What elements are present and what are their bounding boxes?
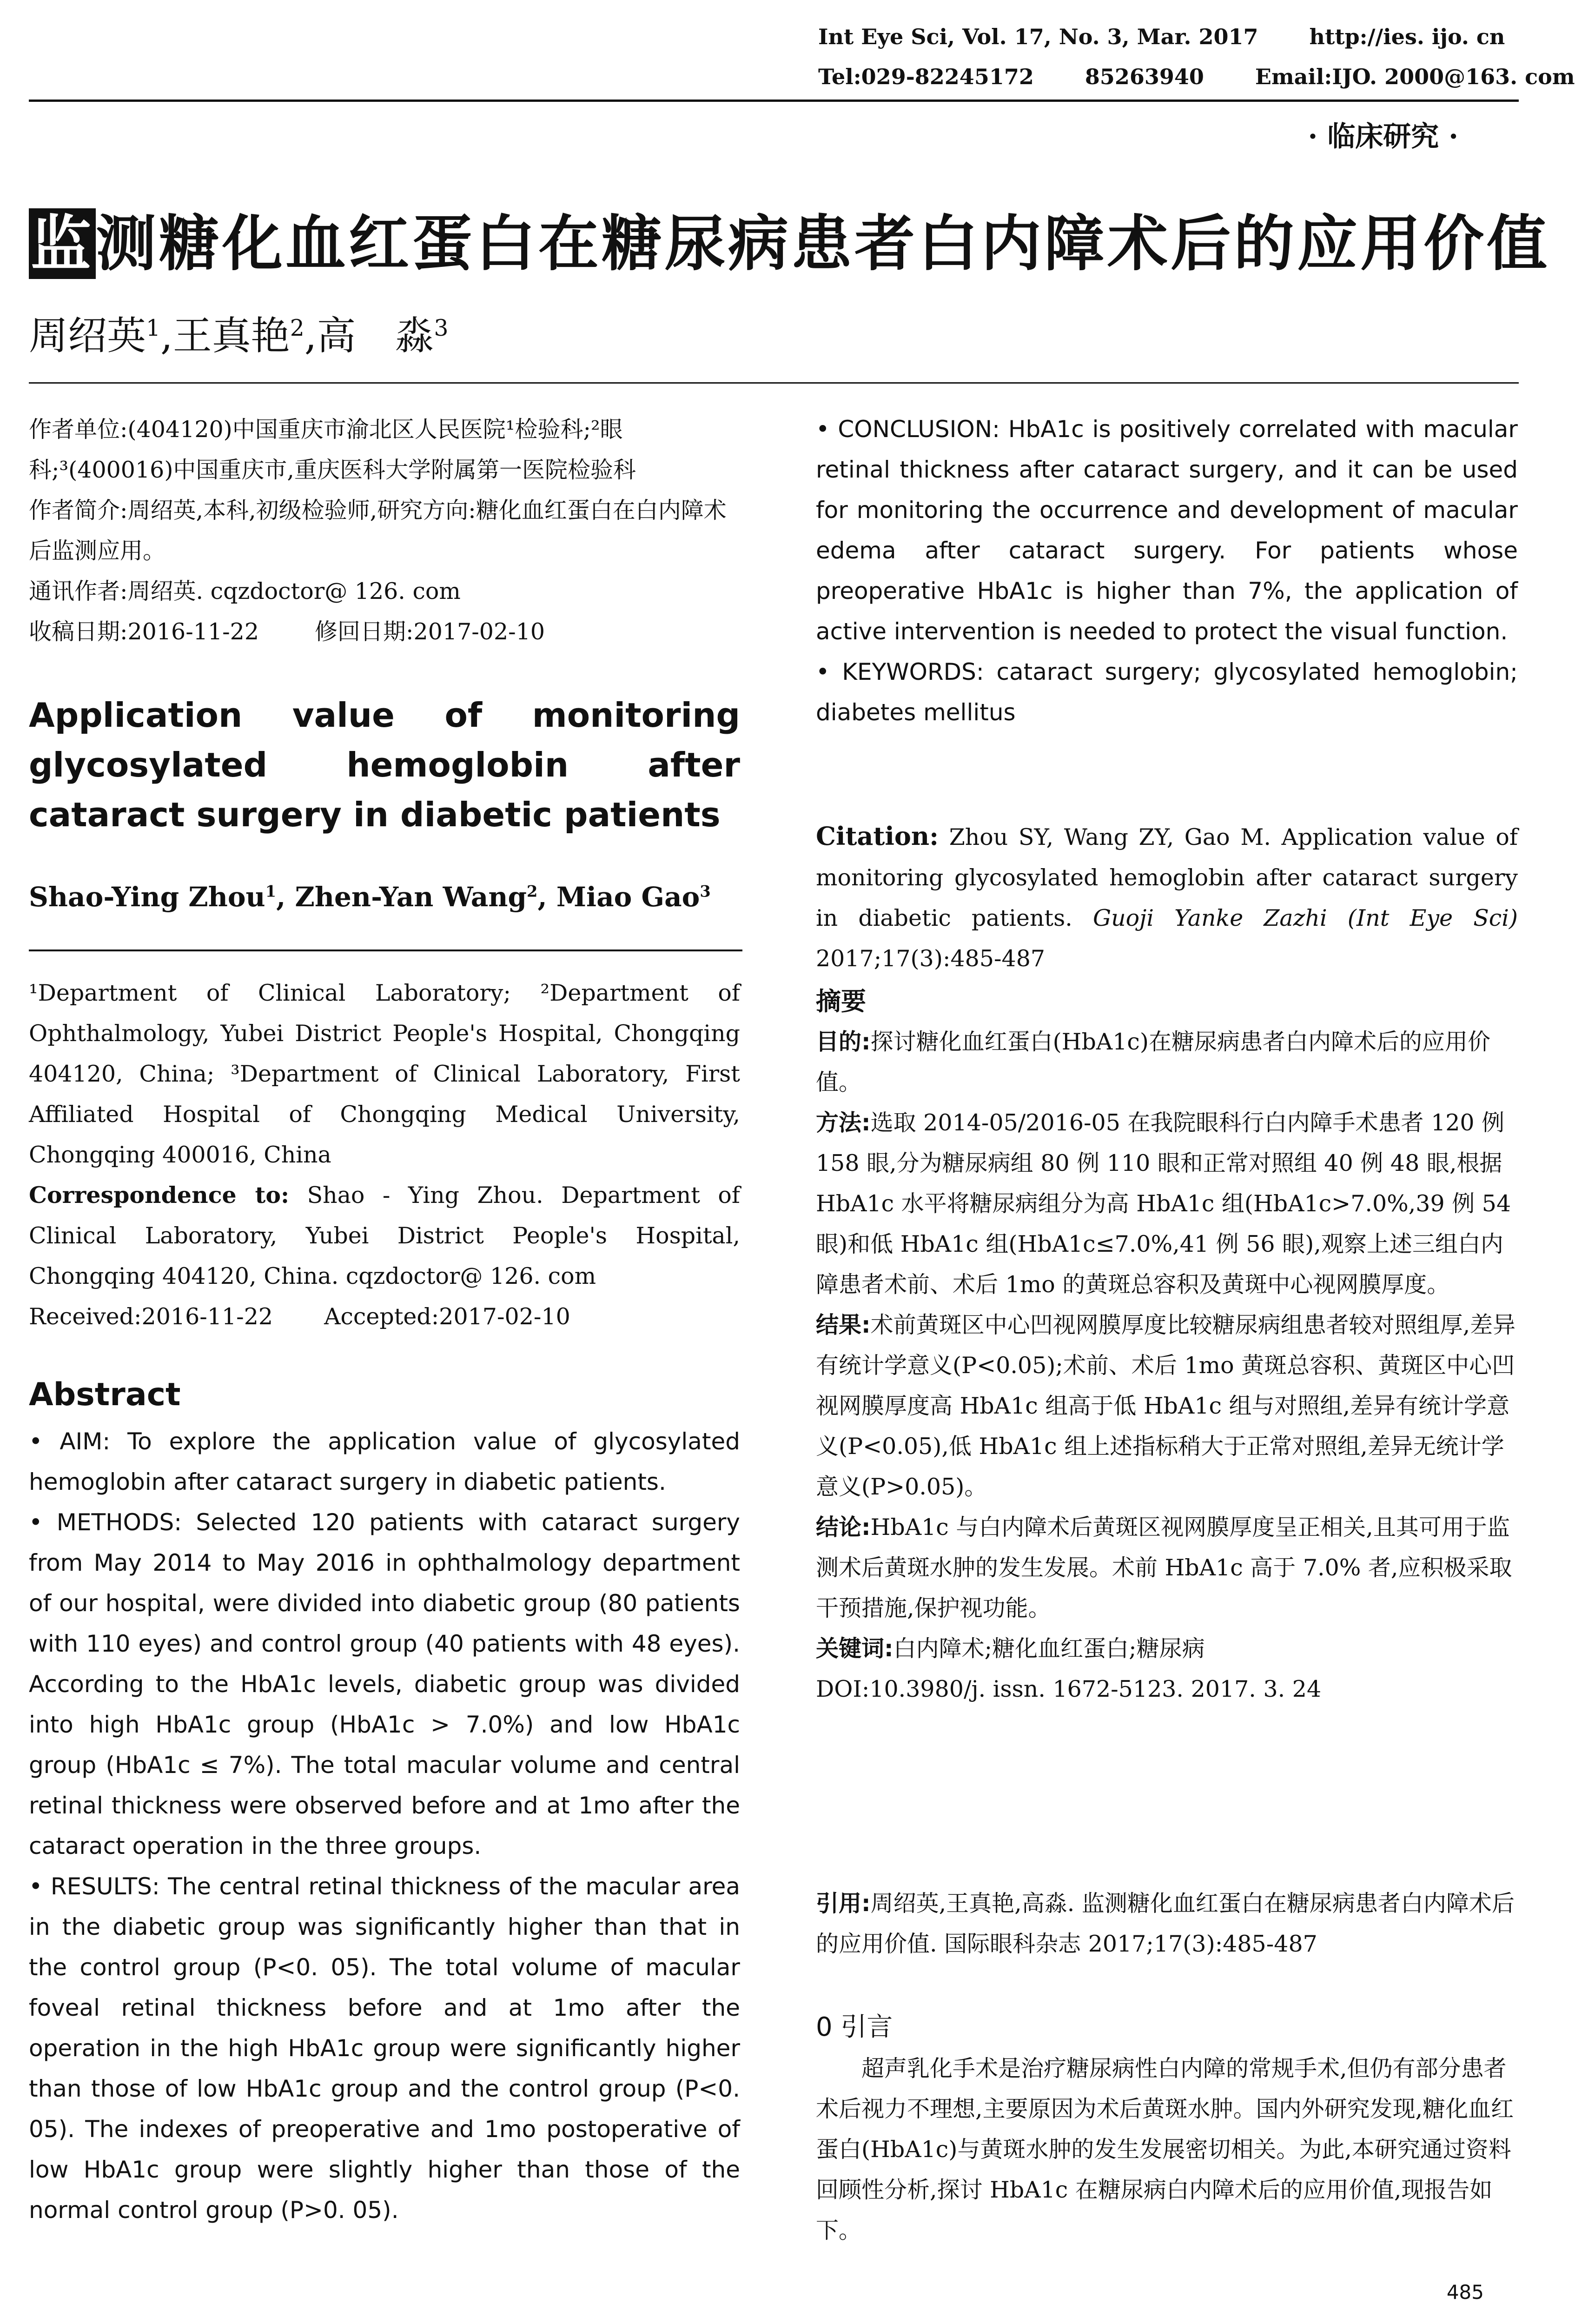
title-first-char: 监 [29,208,96,279]
journal-citation: Int Eye Sci, Vol. 17, No. 3, Mar. 2017 [818,24,1258,49]
revised-cn: 修回日期:2017-02-10 [315,618,545,645]
conclusion-text: HbA1c 与白内障术后黄斑区视网膜厚度呈正相关,且其可用于监测术后黄斑水肿的发生发展。术前 HbA1c 高于 7.0% 者,应积极采取干预措施,保护视功能。 [816,1514,1512,1621]
abstract-cn-conclusion [816,1507,1518,1628]
correspondence-en [29,1175,740,1296]
aim-label: 目的: [816,1029,871,1055]
abstract-cn-methods [816,1102,1518,1305]
author-en: Miao Gao [556,881,700,913]
citation-cn-text: 周绍英,王真艳,高淼. 监测糖化血红蛋白在糖尿病患者白内障术后的应用价值. 国际眼科杂志 2017;17(3):485-487 [816,1890,1515,1957]
authors-cn: 周绍英$^1$,王真艳$^2$,高 淼$^3$ [29,313,449,359]
abstract-results: • RESULTS: The central retinal thickness of the macular area in the diabetic group was significantly higher than that in the control group (P<0. 05). The total volume of macular foveal retinal thickness before and at 1mo after the operation in the high HbA1c group were significantly higher than those of low HbA1c group and the control group (P<0. 05). The indexes of preoperative and 1mo postoperative of low HbA1c group were slightly higher than those of the normal control group (P>0. 05). [29,1873,740,2224]
abstract-cn-aim [816,1022,1518,1102]
keywords-label: 关键词: [816,1635,893,1662]
author-sup: 1 [265,882,277,901]
journal-tel2: 85263940 [1085,64,1204,89]
author-en: Zhen-Yan Wang [295,881,527,913]
abstract-en [29,1421,740,2231]
dates-en [29,1296,740,1337]
unit-cn: 作者单位:(404120)中国重庆市渝北区人民医院¹检验科;²眼科;³(400016)中国重庆市,重庆医科大学附属第一医院检验科 [29,416,636,483]
author-sup: 3 [434,315,449,341]
affiliation-en-text: ¹Department of Clinical Laboratory; ²Department of Ophthalmology, Yubei District People's Hospital, Chongqing 404120, China; ³Department of Clinical Laboratory, First Affiliated Hospital of Chongqing Medical University, Chongqing 400016, China [29,980,740,1168]
citation-text: Zhou SY, Wang ZY, Gao M. Application value of monitoring glycosylated hemoglobin after cataract surgery in diabetic patients. [816,824,1518,931]
author-cn: 周绍英 [29,313,146,359]
author-sup: 1 [146,315,161,341]
abstract-aim: • AIM: To explore the application value of glycosylated hemoglobin after cataract surgery in diabetic patients. [29,1428,740,1495]
received-cn: 收稿日期:2016-11-22 [29,618,259,645]
keywords-text: 白内障术;糖化血红蛋白;糖尿病 [893,1635,1205,1662]
doi[interactable]: DOI:10.3980/j. issn. 1672-5123. 2017. 3. 24 [816,1676,1322,1702]
aim-text: 探讨糖化血红蛋白(HbA1c)在糖尿病患者白内障术后的应用价值。 [816,1029,1490,1096]
affiliation-en [29,973,740,1337]
citation-en [816,816,1518,979]
abstract-cn-results [816,1305,1518,1507]
journal-header-line2 [818,64,1575,89]
intro-heading: 0 引言 [816,2012,893,2042]
abstract-heading: Abstract [29,1376,181,1413]
author-sup: 2 [527,882,538,901]
intro-text: 超声乳化手术是治疗糖尿病性白内障的常规手术,但仍有部分患者术后视力不理想,主要原因为术后黄斑水肿。国内外研究发现,糖化血红蛋白(HbA1c)与黄斑水肿的发生发展密切相关。为此,本研究通过资料回顾性分析,探讨 HbA1c 在糖尿病白内障术后的应用价值,现报告如下。 [816,2055,1514,2244]
page-number: 485 [1446,2281,1484,2304]
author-sup: 3 [700,882,711,901]
abstract-cn [816,981,1518,1709]
received-en: Received:2016-11-22 [29,1303,273,1330]
author-en: Shao-Ying Zhou [29,881,265,913]
results-text: 术前黄斑区中心凹视网膜厚度比较糖尿病组患者较对照组厚,差异有统计学意义(P<0.05);术前、术后 1mo 黄斑总容积、黄斑区中心凹视网膜厚度高 HbA1c 组高于低 HbA1c 组与对照组,差异有统计学意义(P<0.05),低 HbA1c 组上述指标稍大于正常对照组,差异无统计学意义(P>0.05)。 [816,1312,1516,1500]
affiliation-cn [29,409,740,652]
dates-cn [29,611,740,652]
results-label: 结果: [816,1312,871,1338]
methods-text: 选取 2014-05/2016-05 在我院眼科行白内障手术患者 120 例 158 眼,分为糖尿病组 80 例 110 眼和正常对照组 40 例 48 眼,根据 HbA1c 水平将糖尿病组分为高 HbA1c 组(HbA1c>7.0%,39 例 54 眼)和低 HbA1c 组(HbA1c≤7.0%,41 例 56 眼),观察上述三组白内障患者术前、术后 1mo 的黄斑总容积及黄斑中心视网膜厚度。 [816,1109,1511,1298]
citation-cn-label: 引用: [816,1890,871,1917]
author-sup: 2 [290,315,304,341]
correspondence-label: Correspondence to: [29,1182,290,1208]
citation-cn [816,1883,1518,1964]
author-cn: 高 淼 [317,313,434,359]
section-tag: · 临床研究 · [1308,120,1458,153]
citation-journal: Guoji Yanke Zazhi (Int Eye Sci) [1092,905,1518,931]
authors-divider [29,382,1519,384]
article-title-en: Application value of monitoring glycosylated hemoglobin after cataract surgery in diabetic patients [29,696,740,834]
methods-label: 方法: [816,1109,871,1136]
journal-header-line1 [818,24,1505,49]
abstract-methods: • METHODS: Selected 120 patients with cataract surgery from May 2014 to May 2016 in ophthalmology department of our hospital, were divided into diabetic group (80 patients with 110 eyes) and control group (40 patients with 48 eyes). According to the HbA1c levels, diabetic group was divided into high HbA1c group (HbA1c > 7.0%) and low HbA1c group (HbA1c ≤ 7%). The total macular volume and central retinal thickness were observed before and at 1mo after the cataract operation in the three groups. [29,1509,740,1859]
citation-ref: 2017;17(3):485-487 [816,945,1046,972]
correspondence-text: Shao - Ying Zhou. Department of Clinical Laboratory, Yubei District People's Hospital, Chongqing 404120, China. cqzdoctor@ 126. com [29,1182,741,1289]
accepted-en: Accepted:2017-02-10 [324,1303,570,1330]
citation-label: Citation: [816,821,939,851]
header-divider [29,100,1519,102]
abstract-en-continued [816,409,1518,733]
author-cn: 王真艳 [172,313,290,359]
conclusion-label: 结论: [816,1514,871,1540]
abstract-keywords: • KEYWORDS: cataract surgery; glycosylated hemoglobin; diabetes mellitus [816,658,1518,726]
left-divider [29,950,742,951]
abstract-conclusion: • CONCLUSION: HbA1c is positively correlated with macular retinal thickness after cataract surgery, and it can be used for monitoring the occurrence and development of macular edema after cataract surgery. For patients whose preoperative HbA1c is higher than 7%, the application of active intervention is needed to protect the visual function. [816,416,1518,645]
journal-tel: Tel:029-82245172 [818,64,1034,89]
article-title-cn [29,195,1550,282]
journal-email[interactable]: Email:IJO. 2000@163. com [1255,64,1575,89]
corr-cn: 通讯作者:周绍英. cqzdoctor@ 126. com [29,578,461,604]
abstract-cn-heading: 摘要 [816,987,866,1016]
journal-url[interactable]: http://ies. ijo. cn [1309,24,1505,49]
authors-en: Shao-Ying Zhou$^1$, Zhen-Yan Wang$^2$, Miao Gao$^3$ [29,881,711,913]
bio-cn: 作者简介:周绍英,本科,初级检验师,研究方向:糖化血红蛋白在白内障术后监测应用。 [29,497,727,564]
title-rest: 测糖化血红蛋白在糖尿病患者白内障术后的应用价值 [96,208,1550,279]
abstract-cn-keywords [816,1628,1518,1669]
